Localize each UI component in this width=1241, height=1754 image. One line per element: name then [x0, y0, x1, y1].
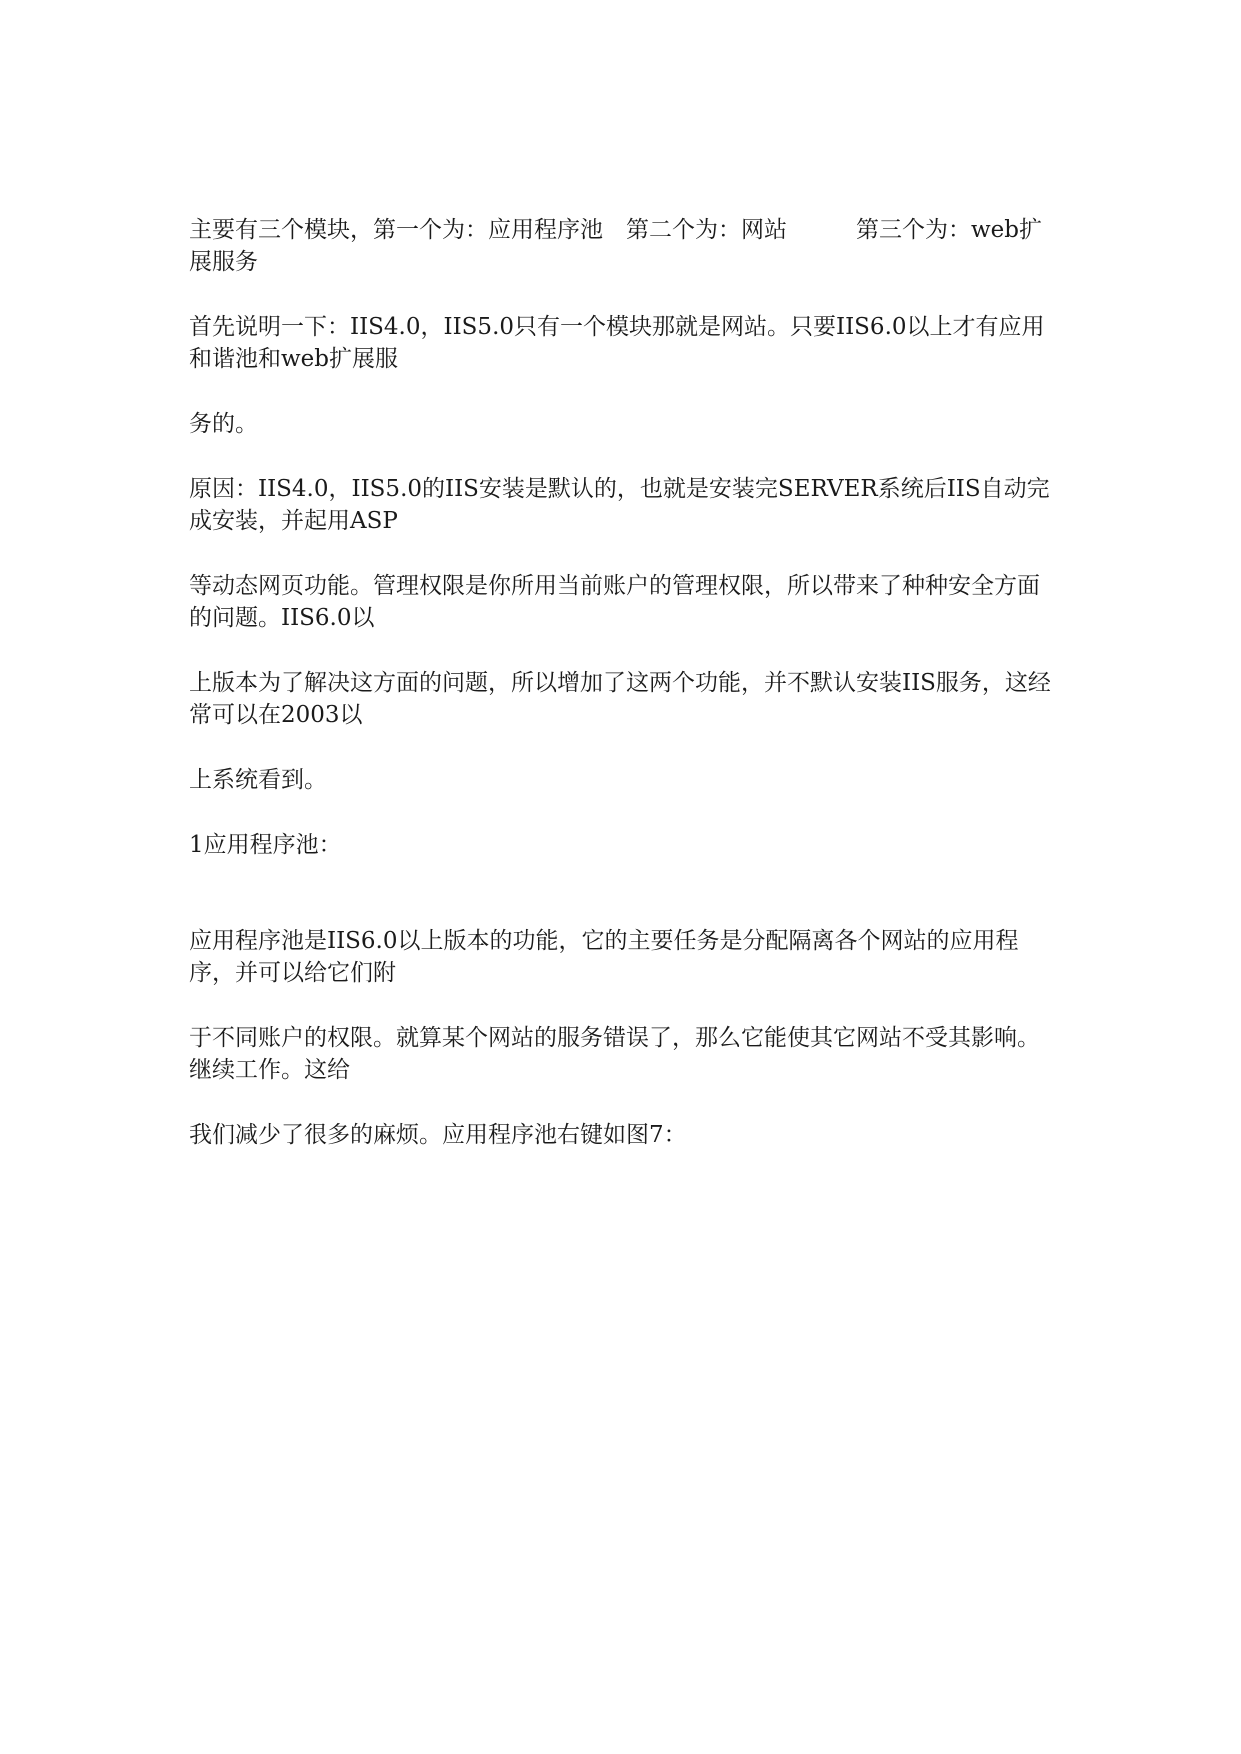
document-body: [189, 214, 1059, 1151]
paragraph-reason: 原因：IIS4.0，IIS5.0的IIS安装是默认的，也就是安装完SERVER系统后IIS自动完成安装，并起用ASP: [189, 476, 1050, 534]
paragraph-reason-cont-1: 等动态网页功能。管理权限是你所用当前账户的管理权限，所以带来了种种安全方面的问题。IIS6.0以: [189, 573, 1040, 631]
paragraph-reason-cont-2: 上版本为了解决这方面的问题，所以增加了这两个功能，并不默认安装IIS服务，这经常可以在2003以: [189, 670, 1051, 728]
paragraph-modules-intro: 主要有三个模块，第一个为：应用程序池 第二个为：网站 第三个为：web扩展服务: [189, 217, 1043, 275]
paragraph-reason-cont-3: 上系统看到。: [189, 767, 327, 793]
paragraph-iis-versions: 首先说明一下：IIS4.0，IIS5.0只有一个模块那就是网站。只要IIS6.0以上才有应用和谐池和web扩展服: [189, 314, 1045, 372]
paragraph-iis-versions-cont: 务的。: [189, 411, 258, 437]
paragraph-app-pool: 应用程序池是IIS6.0以上版本的功能，它的主要任务是分配隔离各个网站的应用程序，并可以给它们附: [189, 928, 1019, 986]
section-heading-app-pool: 1应用程序池：: [189, 832, 342, 858]
paragraph-app-pool-cont-1: 于不同账户的权限。就算某个网站的服务错误了，那么它能使其它网站不受其影响。继续工作。这给: [189, 1025, 1040, 1083]
paragraph-app-pool-cont-2: 我们减少了很多的麻烦。应用程序池右键如图7：: [189, 1122, 687, 1148]
